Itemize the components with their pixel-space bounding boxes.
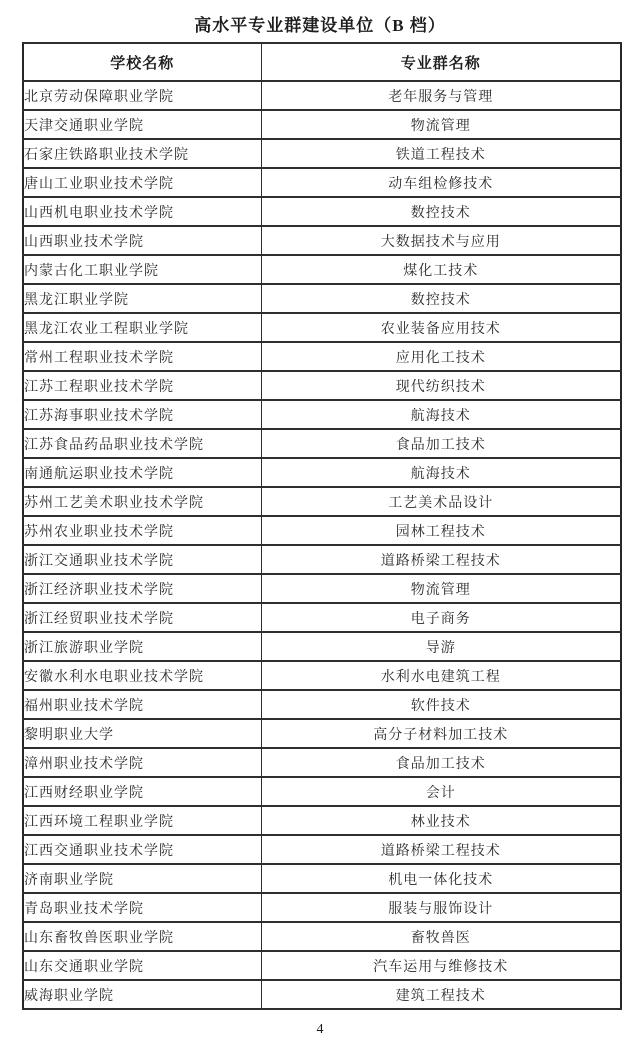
school-name-cell: 江苏海事职业技术学院 <box>23 400 261 429</box>
school-name-cell: 山东交通职业学院 <box>23 951 261 980</box>
school-name-cell: 内蒙古化工职业学院 <box>23 255 261 284</box>
table-row <box>23 603 621 632</box>
school-name-cell: 苏州工艺美术职业技术学院 <box>23 487 261 516</box>
school-name-cell: 山西职业技术学院 <box>23 226 261 255</box>
group-name-cell: 食品加工技术 <box>261 748 621 777</box>
table-row <box>23 226 621 255</box>
table-row <box>23 284 621 313</box>
group-name-cell: 水利水电建筑工程 <box>261 661 621 690</box>
table-header-row <box>23 43 621 81</box>
table-row <box>23 864 621 893</box>
school-name-cell: 常州工程职业技术学院 <box>23 342 261 371</box>
group-name-cell: 电子商务 <box>261 603 621 632</box>
table-row <box>23 139 621 168</box>
group-name-cell: 畜牧兽医 <box>261 922 621 951</box>
group-name-cell: 服装与服饰设计 <box>261 893 621 922</box>
group-name-cell: 林业技术 <box>261 806 621 835</box>
table-row <box>23 690 621 719</box>
table-row <box>23 168 621 197</box>
school-name-cell: 济南职业学院 <box>23 864 261 893</box>
school-name-cell: 天津交通职业学院 <box>23 110 261 139</box>
group-name-cell: 航海技术 <box>261 458 621 487</box>
group-name-cell: 铁道工程技术 <box>261 139 621 168</box>
table-row <box>23 777 621 806</box>
group-name-cell: 动车组检修技术 <box>261 168 621 197</box>
table-row <box>23 313 621 342</box>
header-group-name: 专业群名称 <box>261 43 621 81</box>
school-name-cell: 浙江交通职业技术学院 <box>23 545 261 574</box>
table-row <box>23 400 621 429</box>
school-name-cell: 黑龙江农业工程职业学院 <box>23 313 261 342</box>
group-name-cell: 老年服务与管理 <box>261 81 621 110</box>
school-name-cell: 漳州职业技术学院 <box>23 748 261 777</box>
group-name-cell: 应用化工技术 <box>261 342 621 371</box>
group-name-cell: 物流管理 <box>261 574 621 603</box>
group-name-cell: 道路桥梁工程技术 <box>261 545 621 574</box>
school-name-cell: 浙江经济职业技术学院 <box>23 574 261 603</box>
table-row <box>23 110 621 139</box>
table-row <box>23 429 621 458</box>
table-row <box>23 951 621 980</box>
school-name-cell: 威海职业学院 <box>23 980 261 1009</box>
group-name-cell: 大数据技术与应用 <box>261 226 621 255</box>
table-row <box>23 255 621 284</box>
table-row <box>23 719 621 748</box>
group-name-cell: 数控技术 <box>261 284 621 313</box>
table-row <box>23 632 621 661</box>
school-name-cell: 青岛职业技术学院 <box>23 893 261 922</box>
school-name-cell: 苏州农业职业技术学院 <box>23 516 261 545</box>
units-table <box>22 42 622 1010</box>
table-row <box>23 458 621 487</box>
school-name-cell: 黑龙江职业学院 <box>23 284 261 313</box>
group-name-cell: 物流管理 <box>261 110 621 139</box>
school-name-cell: 安徽水利水电职业技术学院 <box>23 661 261 690</box>
table-row <box>23 922 621 951</box>
school-name-cell: 江西财经职业学院 <box>23 777 261 806</box>
table-row <box>23 980 621 1009</box>
school-name-cell: 唐山工业职业技术学院 <box>23 168 261 197</box>
table-row <box>23 487 621 516</box>
group-name-cell: 道路桥梁工程技术 <box>261 835 621 864</box>
table-row <box>23 835 621 864</box>
table-row <box>23 81 621 110</box>
page-title: 高水平专业群建设单位（B 档） <box>194 16 446 35</box>
table-row <box>23 893 621 922</box>
group-name-cell: 工艺美术品设计 <box>261 487 621 516</box>
school-name-cell: 浙江经贸职业技术学院 <box>23 603 261 632</box>
school-name-cell: 南通航运职业技术学院 <box>23 458 261 487</box>
school-name-cell: 山西机电职业技术学院 <box>23 197 261 226</box>
school-name-cell: 石家庄铁路职业技术学院 <box>23 139 261 168</box>
group-name-cell: 航海技术 <box>261 400 621 429</box>
table-row <box>23 371 621 400</box>
table-row <box>23 516 621 545</box>
group-name-cell: 导游 <box>261 632 621 661</box>
school-name-cell: 北京劳动保障职业学院 <box>23 81 261 110</box>
page-number: 4 <box>316 1022 324 1037</box>
school-name-cell: 江西环境工程职业学院 <box>23 806 261 835</box>
table-row <box>23 806 621 835</box>
school-name-cell: 江西交通职业技术学院 <box>23 835 261 864</box>
table-row <box>23 545 621 574</box>
table-row <box>23 661 621 690</box>
table-row <box>23 748 621 777</box>
school-name-cell: 江苏食品药品职业技术学院 <box>23 429 261 458</box>
table-row <box>23 574 621 603</box>
header-school-name: 学校名称 <box>23 43 261 81</box>
group-name-cell: 数控技术 <box>261 197 621 226</box>
group-name-cell: 高分子材料加工技术 <box>261 719 621 748</box>
group-name-cell: 食品加工技术 <box>261 429 621 458</box>
school-name-cell: 江苏工程职业技术学院 <box>23 371 261 400</box>
group-name-cell: 软件技术 <box>261 690 621 719</box>
school-name-cell: 浙江旅游职业学院 <box>23 632 261 661</box>
group-name-cell: 现代纺织技术 <box>261 371 621 400</box>
group-name-cell: 建筑工程技术 <box>261 980 621 1009</box>
group-name-cell: 会计 <box>261 777 621 806</box>
group-name-cell: 园林工程技术 <box>261 516 621 545</box>
group-name-cell: 机电一体化技术 <box>261 864 621 893</box>
table-row <box>23 342 621 371</box>
school-name-cell: 福州职业技术学院 <box>23 690 261 719</box>
group-name-cell: 汽车运用与维修技术 <box>261 951 621 980</box>
school-name-cell: 黎明职业大学 <box>23 719 261 748</box>
group-name-cell: 煤化工技术 <box>261 255 621 284</box>
school-name-cell: 山东畜牧兽医职业学院 <box>23 922 261 951</box>
group-name-cell: 农业装备应用技术 <box>261 313 621 342</box>
table-row <box>23 197 621 226</box>
